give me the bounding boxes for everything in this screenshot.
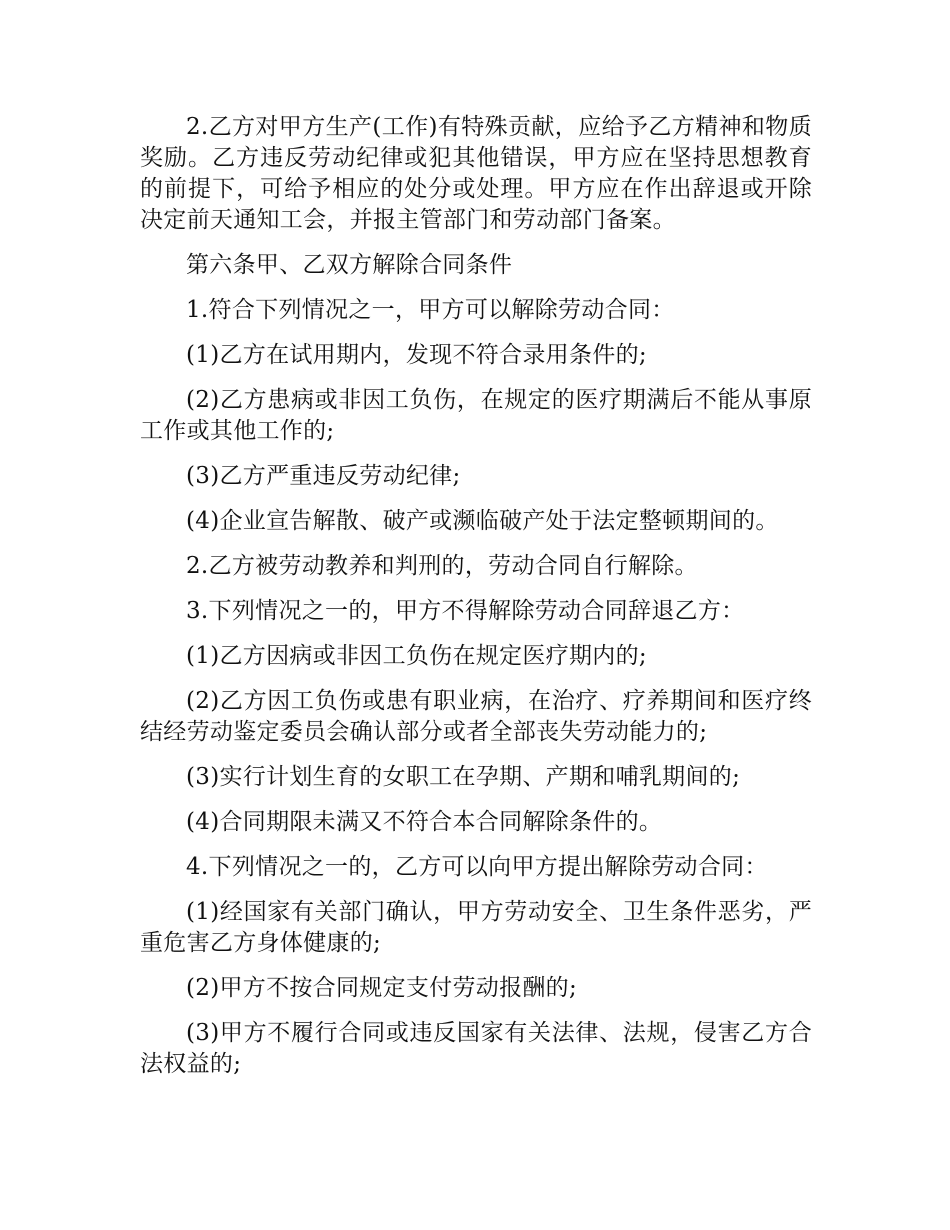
- list-item: (2)甲方不按合同规定支付劳动报酬的;: [186, 975, 578, 1001]
- paragraph: 2.乙方被劳动教养和判刑的，劳动合同自行解除。: [186, 553, 698, 579]
- list-item: (1)乙方因病或非因工负伤在规定医疗期内的;: [186, 643, 647, 669]
- list-item: (4)合同期限未满又不符合本合同解除条件的。: [186, 809, 663, 835]
- list-item: (3)甲方不履行合同或违反国家有关法律、法规，侵害乙方合法权益的;: [140, 1020, 812, 1077]
- paragraph: 1.符合下列情况之一，甲方可以解除劳动合同：: [186, 297, 675, 323]
- list-item: (1)经国家有关部门确认，甲方劳动安全、卫生条件恶劣，严重危害乙方身体健康的;: [140, 899, 812, 956]
- section-heading: 第六条甲、乙双方解除合同条件: [186, 252, 513, 278]
- list-item: (4)企业宣告解散、破产或濒临破产处于法定整顿期间的。: [186, 508, 779, 534]
- list-item: (1)乙方在试用期内，发现不符合录用条件的;: [186, 342, 647, 368]
- list-item: (3)实行计划生育的女职工在孕期、产期和哺乳期间的;: [186, 764, 741, 790]
- list-item: (3)乙方严重违反劳动纪律;: [186, 463, 461, 489]
- paragraph: 2.乙方对甲方生产(工作)有特殊贡献，应给予乙方精神和物质奖励。乙方违反劳动纪律或犯其他错误，甲方应在坚持思想教育的前提下，可给予相应的处分或处理。甲方应在作出辞退或开除决定前天通知工会，并报主管部门和劳动部门备案。: [140, 114, 812, 233]
- paragraph: 3.下列情况之一的，甲方不得解除劳动合同辞退乙方：: [186, 598, 745, 624]
- list-item: (2)乙方患病或非因工负伤，在规定的医疗期满后不能从事原工作或其他工作的;: [140, 387, 812, 444]
- document-body: [140, 112, 812, 1094]
- list-item: (2)乙方因工负伤或患有职业病，在治疗、疗养期间和医疗终结经劳动鉴定委员会确认部分或者全部丧失劳动能力的;: [140, 688, 812, 745]
- paragraph: 4.下列情况之一的，乙方可以向甲方提出解除劳动合同：: [186, 854, 768, 880]
